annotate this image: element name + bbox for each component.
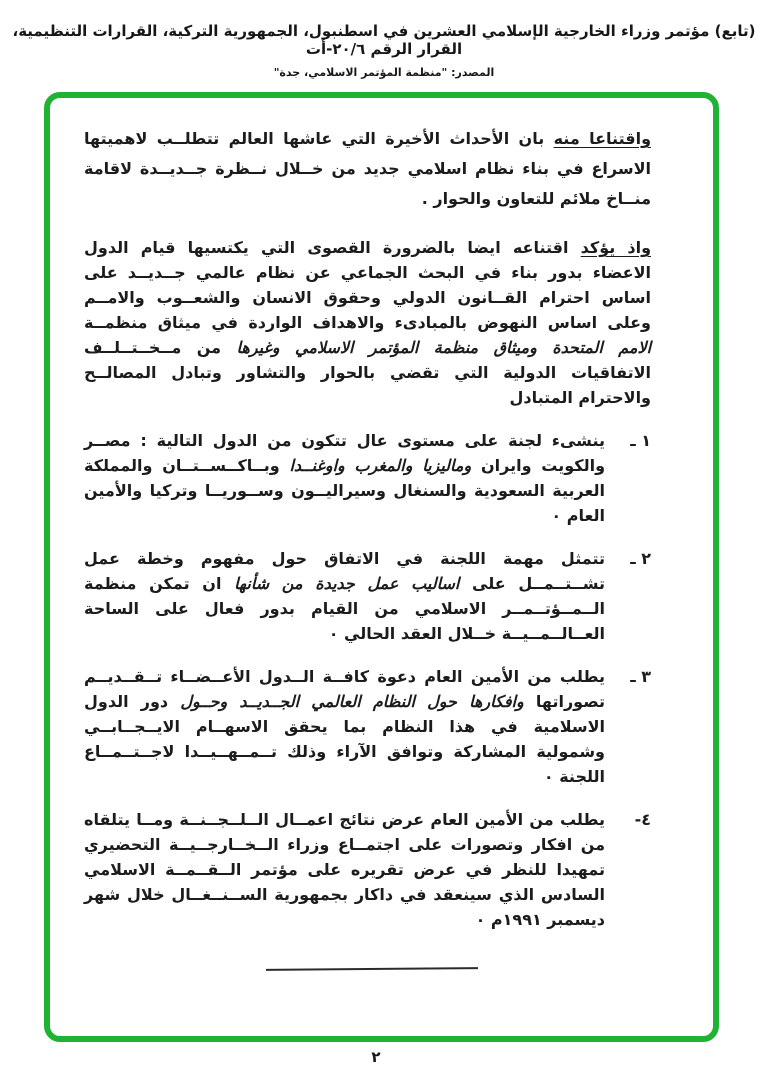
text-run: وبــاكــســتــان والمملكة العربية السعودية والسنغال وسيراليــون وســوريــا وتركيا والأمين العام ٠	[84, 456, 605, 525]
header-source: المصدر: "منظمة المؤتمر الاسلامي، جدة"	[273, 66, 495, 79]
item-number: ٣ ـ	[630, 667, 651, 686]
item-text	[84, 664, 605, 789]
paragraph	[84, 124, 651, 214]
numbered-item	[84, 807, 651, 932]
text-run: اساليب عمل جديدة من شأنها	[234, 574, 460, 593]
text-run: تتمثل مهمة اللجنة في الاتفاق حول مفهوم وخطة عمل تشــتــمــل على	[84, 549, 605, 593]
text-run: ينشىء لجنة على مستوى عال تتكون من الدول التالية : مصــر والكويت وايران	[84, 431, 606, 475]
item-text	[84, 546, 605, 646]
numbered-item	[84, 546, 651, 646]
numbered-item	[84, 428, 651, 528]
text-run: من مــخــتــلــف الاتفاقيات الدولية التي تقضي بالحوار والتشاور وتبادل المصالــح والاحترام المتبادل	[84, 338, 651, 407]
text-run: يطلب من الأمين العام عرض نتائج اعمــال الــلــجــنــة ومــا يتلقاه من افكار وتصورات على اجتمــاع وزراء الــخــارجــيــة التحضيري تمهيدا للنظر في عرض تقريره على مؤتمر الــقــمــة الاسلامي السادس الذي سينعقد في داكار بجمهورية الســنــغــال خلال شهر ديسمبر ١٩٩١م ٠	[84, 810, 605, 929]
underlined-opening-phrase: واذ يؤكد	[580, 238, 652, 257]
item-text	[84, 807, 605, 932]
numbered-item	[84, 664, 651, 789]
document-frame	[44, 92, 719, 1042]
item-number: ٢ ـ	[630, 549, 651, 568]
text-run: دور الدول الاسلامية في هذا النظام بما يحقق الاسهــام الايــجــابــي وشمولية المشاركة وتوافق الآراء وذلك تــمــهــيــدا لاجــتــمــاع اللجنة ٠	[84, 692, 605, 786]
text-run: الامم المتحدة وميثاق منظمة المؤتمر الاسلامي وغيرها	[236, 338, 652, 357]
header-title: (تابع) مؤتمر وزراء الخارجية الإسلامي العشرين في اسطنبول، الجمهورية التركية، القرارات التنظيمية، القرار الرقم ٢٠/٦-أت	[12, 22, 756, 58]
text-run: وافكارها حول النظام العالمي الجــديــد وحــول	[180, 692, 524, 711]
item-text	[84, 428, 605, 528]
text-run: يطلب من الأمين العام دعوة كافــة الــدول الأعــضــاء تــقــديــم تصوراتها	[84, 667, 605, 711]
text-run: وماليزيا والمغرب واوغنــدا	[289, 456, 472, 475]
document-body	[50, 98, 713, 932]
signature-divider-line	[265, 967, 477, 971]
document-header	[0, 22, 768, 79]
text-run: اقتناعه ايضا بالضرورة القصوى التي يكتسيها قيام الدول الاعضاء بدور بناء في البحث الجماعي عن نظام عالمي جــديــد على اساس احترام القــانون الدولي وحقوق الانسان والشعــوب والامــم وعلى اساس النهوض بالمبادىء والاهداف الواردة في ميثاق منظمــة	[84, 238, 651, 332]
text-run: ان تمكن منظمة الــمــؤتــمــر الاسلامي من القيام بدور فعال على الساحة العــالــمــيــة خــلال العقد الحالي ٠	[84, 574, 605, 643]
item-number: ١ ـ	[630, 431, 651, 450]
paragraph	[84, 235, 651, 410]
page-number: ٢	[371, 1048, 381, 1066]
item-number: ٤-	[634, 810, 651, 829]
text-run: بان الأحداث الأخيرة التي عاشها العالم تتطلــب لاهميتها الاسراع في بناء نظام اسلامي جديد من خــلال نــظرة جــديــدة لاقامة منــاخ ملائم للتعاون والحوار .	[84, 129, 651, 208]
underlined-opening-phrase: واقتناعا منه	[553, 129, 652, 148]
